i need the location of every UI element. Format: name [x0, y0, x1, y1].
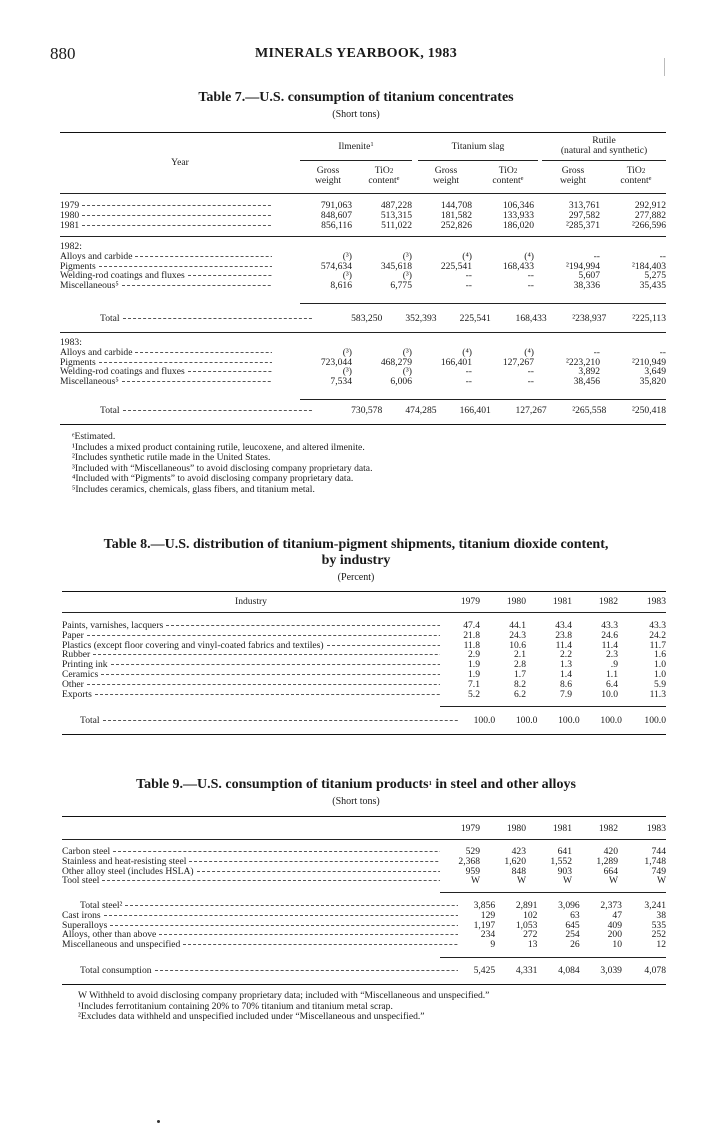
table-row: Total consumption 5,425 4,331 4,084 3,039 4,078 [80, 965, 666, 976]
table7-group-rule-ilmenite [300, 160, 412, 161]
table9-steel [62, 847, 666, 886]
table-row: Total 730,578 474,285 166,401 127,267 ²265,558 ²250,418 [100, 405, 666, 416]
table-row: Total steel² 3,856 2,891 3,096 2,373 3,241 [80, 900, 666, 911]
table7-rule-1982 [60, 332, 666, 333]
table-row: 1983: [60, 338, 82, 348]
table-row: Alloys, other than above 234 272 254 200 252 [62, 929, 666, 941]
table-row: Pigments 574,634 345,618 225,541 168,433 ²194,994 ²184,403 [60, 260, 666, 272]
stray-mark [157, 1120, 160, 1123]
table-row: 1981 856,116 511,022 252,826 186,020 ²285,371 ²266,596 [60, 219, 666, 231]
table7-sub-gross-1: Gross weight [314, 165, 342, 186]
table7-sub-gross-3: Gross weight [559, 165, 587, 186]
footnote: ²Includes synthetic rutile made in the United States. [72, 452, 271, 464]
table7-years-body [60, 201, 666, 230]
table7-top-rule [60, 132, 666, 133]
table-row: Other alloy steel (includes HSLA) 959 848 903 664 749 [62, 865, 666, 877]
table-row: Plastics (except floor covering and vinyl-coated fabrics and textiles) 11.8 10.6 11.4 11.4 11.7 [62, 641, 666, 651]
table9-subtotal-rule-steel [440, 892, 666, 893]
table-row: Total 100.0 100.0 100.0 100.0 100.0 [80, 715, 666, 726]
table9-title: Table 9.—U.S. consumption of titanium products$^1$ in steel and other alloys [136, 777, 576, 792]
table8-subtotal-rule [440, 706, 666, 707]
margin-mark [664, 58, 665, 76]
table-row: Cast irons 129 102 63 47 38 [62, 909, 666, 921]
footnote: ²Excludes data withheld and unspecified included under “Miscellaneous and unspecified.” [78, 1011, 425, 1023]
table8-header [62, 597, 666, 607]
table-row: Superalloys 1,197 1,053 645 409 535 [62, 919, 666, 931]
table9-units: (Short tons) [332, 796, 380, 807]
table8-units: (Percent) [337, 572, 375, 583]
table7-group-rule-slag [418, 160, 538, 161]
footnote: ⁴Included with “Pigments” to avoid disclosing company proprietary data. [72, 473, 354, 485]
table7-slag-header: Titanium slag [451, 141, 505, 152]
table7-subtotal-rule-1982 [300, 303, 666, 304]
table8-header-rule [62, 612, 666, 613]
table-row: Miscellaneous⁵ 7,534 6,006 -- -- 38,456 35,820 [60, 376, 666, 388]
table7-header-rule [60, 193, 666, 194]
page-header [0, 44, 712, 68]
table-row: Other 7.1 8.2 8.6 6.4 5.9 [62, 678, 666, 690]
footnote: ³Included with “Miscellaneous” to avoid disclosing company proprietary data. [72, 462, 373, 474]
table-row: Ceramics 1.9 1.7 1.4 1.1 1.0 [62, 668, 666, 680]
table-row: Alloys and carbide (³) (³) (⁴) (⁴) -- -- [60, 346, 666, 358]
table9-total [62, 966, 666, 976]
table7-bottom-rule [60, 424, 666, 425]
table-header-row: 1979 1980 1981 1982 1983 [460, 823, 666, 834]
table-row: Miscellaneous⁵ 8,616 6,775 -- -- 38,336 35,435 [60, 280, 666, 292]
footnote: W Withheld to avoid disclosing company proprietary data; included with “Miscellaneous and unspecified.” [78, 990, 490, 1001]
table7-sub-tio2-1: TiO2 content$^e$ [368, 165, 400, 186]
footnote: ⁵Includes ceramics, chemicals, glass fibers, and titanium metal. [72, 483, 315, 495]
table9-other [62, 901, 666, 950]
table-row: Welding-rod coatings and fluxes (³) (³) -- -- 5,607 5,275 [60, 270, 666, 282]
table7-sub-tio2-3: TiO2 content$^e$ [620, 165, 652, 186]
table-row: Printing ink 1.9 2.8 1.3 .9 1.0 [62, 659, 666, 671]
table-row: Carbon steel 529 423 641 420 744 [62, 846, 666, 857]
table-row: Stainless and heat-resisting steel 2,368 1,620 1,552 1,289 1,748 [62, 855, 666, 867]
table9-header [62, 824, 666, 834]
table-row: Exports 5.2 6.2 7.9 10.0 11.3 [62, 688, 666, 700]
table8 [62, 621, 666, 699]
table-row: Alloys and carbide (³) (³) (⁴) (⁴) -- -- [60, 250, 666, 262]
table-row: Paper 21.8 24.3 23.8 24.6 24.2 [62, 629, 666, 641]
table7-caption [0, 90, 712, 120]
table7-1982 [60, 242, 666, 291]
table-row: Miscellaneous and unspecified 9 13 26 10 12 [62, 939, 666, 951]
table7-rule-1981 [60, 236, 666, 237]
table8-title: Table 8.—U.S. distribution of titanium-pigment shipments, titanium dioxide content, by industry [103, 537, 609, 568]
table-row: Rubber 2.9 2.1 2.2 2.3 1.6 [62, 649, 666, 661]
table7-group-rule-rutile [542, 160, 666, 161]
table8-top-rule [62, 591, 666, 592]
table9-footnotes [78, 991, 489, 1023]
table7-footnotes [72, 432, 372, 496]
table9-bottom-rule [62, 984, 666, 985]
table7-total-1983 [60, 406, 666, 416]
table-row: 1982: [60, 242, 82, 252]
table-header-row: Industry 1979 1980 1981 1982 1983 [235, 596, 666, 607]
table-row: 1979 791,063 487,228 144,708 106,346 313,761 292,912 [60, 200, 666, 211]
table7-subtotal-rule-1983 [300, 399, 666, 400]
table7-units: (Short tons) [332, 109, 380, 120]
table-row: Pigments 723,044 468,279 166,401 127,267 ²223,210 ²210,949 [60, 356, 666, 368]
table-row: Paints, varnishes, lacquers 47.4 44.1 43.4 43.3 43.3 [62, 620, 666, 631]
footnote: ¹Includes a mixed product containing rutile, leucoxene, and altered ilmenite. [72, 441, 365, 453]
table7-title: Table 7.—U.S. consumption of titanium concentrates [198, 90, 514, 105]
footnote: ᵉEstimated. [72, 431, 116, 442]
table7-sub-gross-2: Gross weight [432, 165, 460, 186]
table9-header-rule [62, 839, 666, 840]
table7-rutile-header: Rutile (natural and synthetic) [560, 135, 648, 156]
table-row: Welding-rod coatings and fluxes (³) (³) -- -- 3,892 3,649 [60, 366, 666, 378]
table-row: Total 583,250 352,393 225,541 168,433 ²238,937 ²225,113 [100, 313, 666, 324]
table-row: 1980 848,607 513,315 181,582 133,933 297,582 277,882 [60, 209, 666, 221]
table7-1983 [60, 338, 666, 387]
table9-subtotal-rule [440, 957, 666, 958]
table7-sub-tio2-2: TiO2 content$^e$ [492, 165, 524, 186]
table8-total [62, 716, 666, 726]
table8-bottom-rule [62, 734, 666, 735]
table9-caption [0, 777, 712, 807]
footnote: ¹Includes ferrotitanium containing 20% to 70% titanium and titanium metal scrap. [78, 1000, 393, 1012]
table8-caption [0, 537, 712, 583]
table-row: Tool steel W W W W W [62, 875, 666, 887]
table7-total-1982 [60, 314, 666, 324]
table7-ilmenite-header: Ilmenite$^1$ [338, 141, 374, 152]
table9-top-rule [62, 816, 666, 817]
table7-year-header: Year [171, 157, 189, 168]
table7 [60, 201, 666, 230]
page-number: 880 [50, 44, 76, 63]
running-title: MINERALS YEARBOOK, 1983 [254, 46, 457, 61]
